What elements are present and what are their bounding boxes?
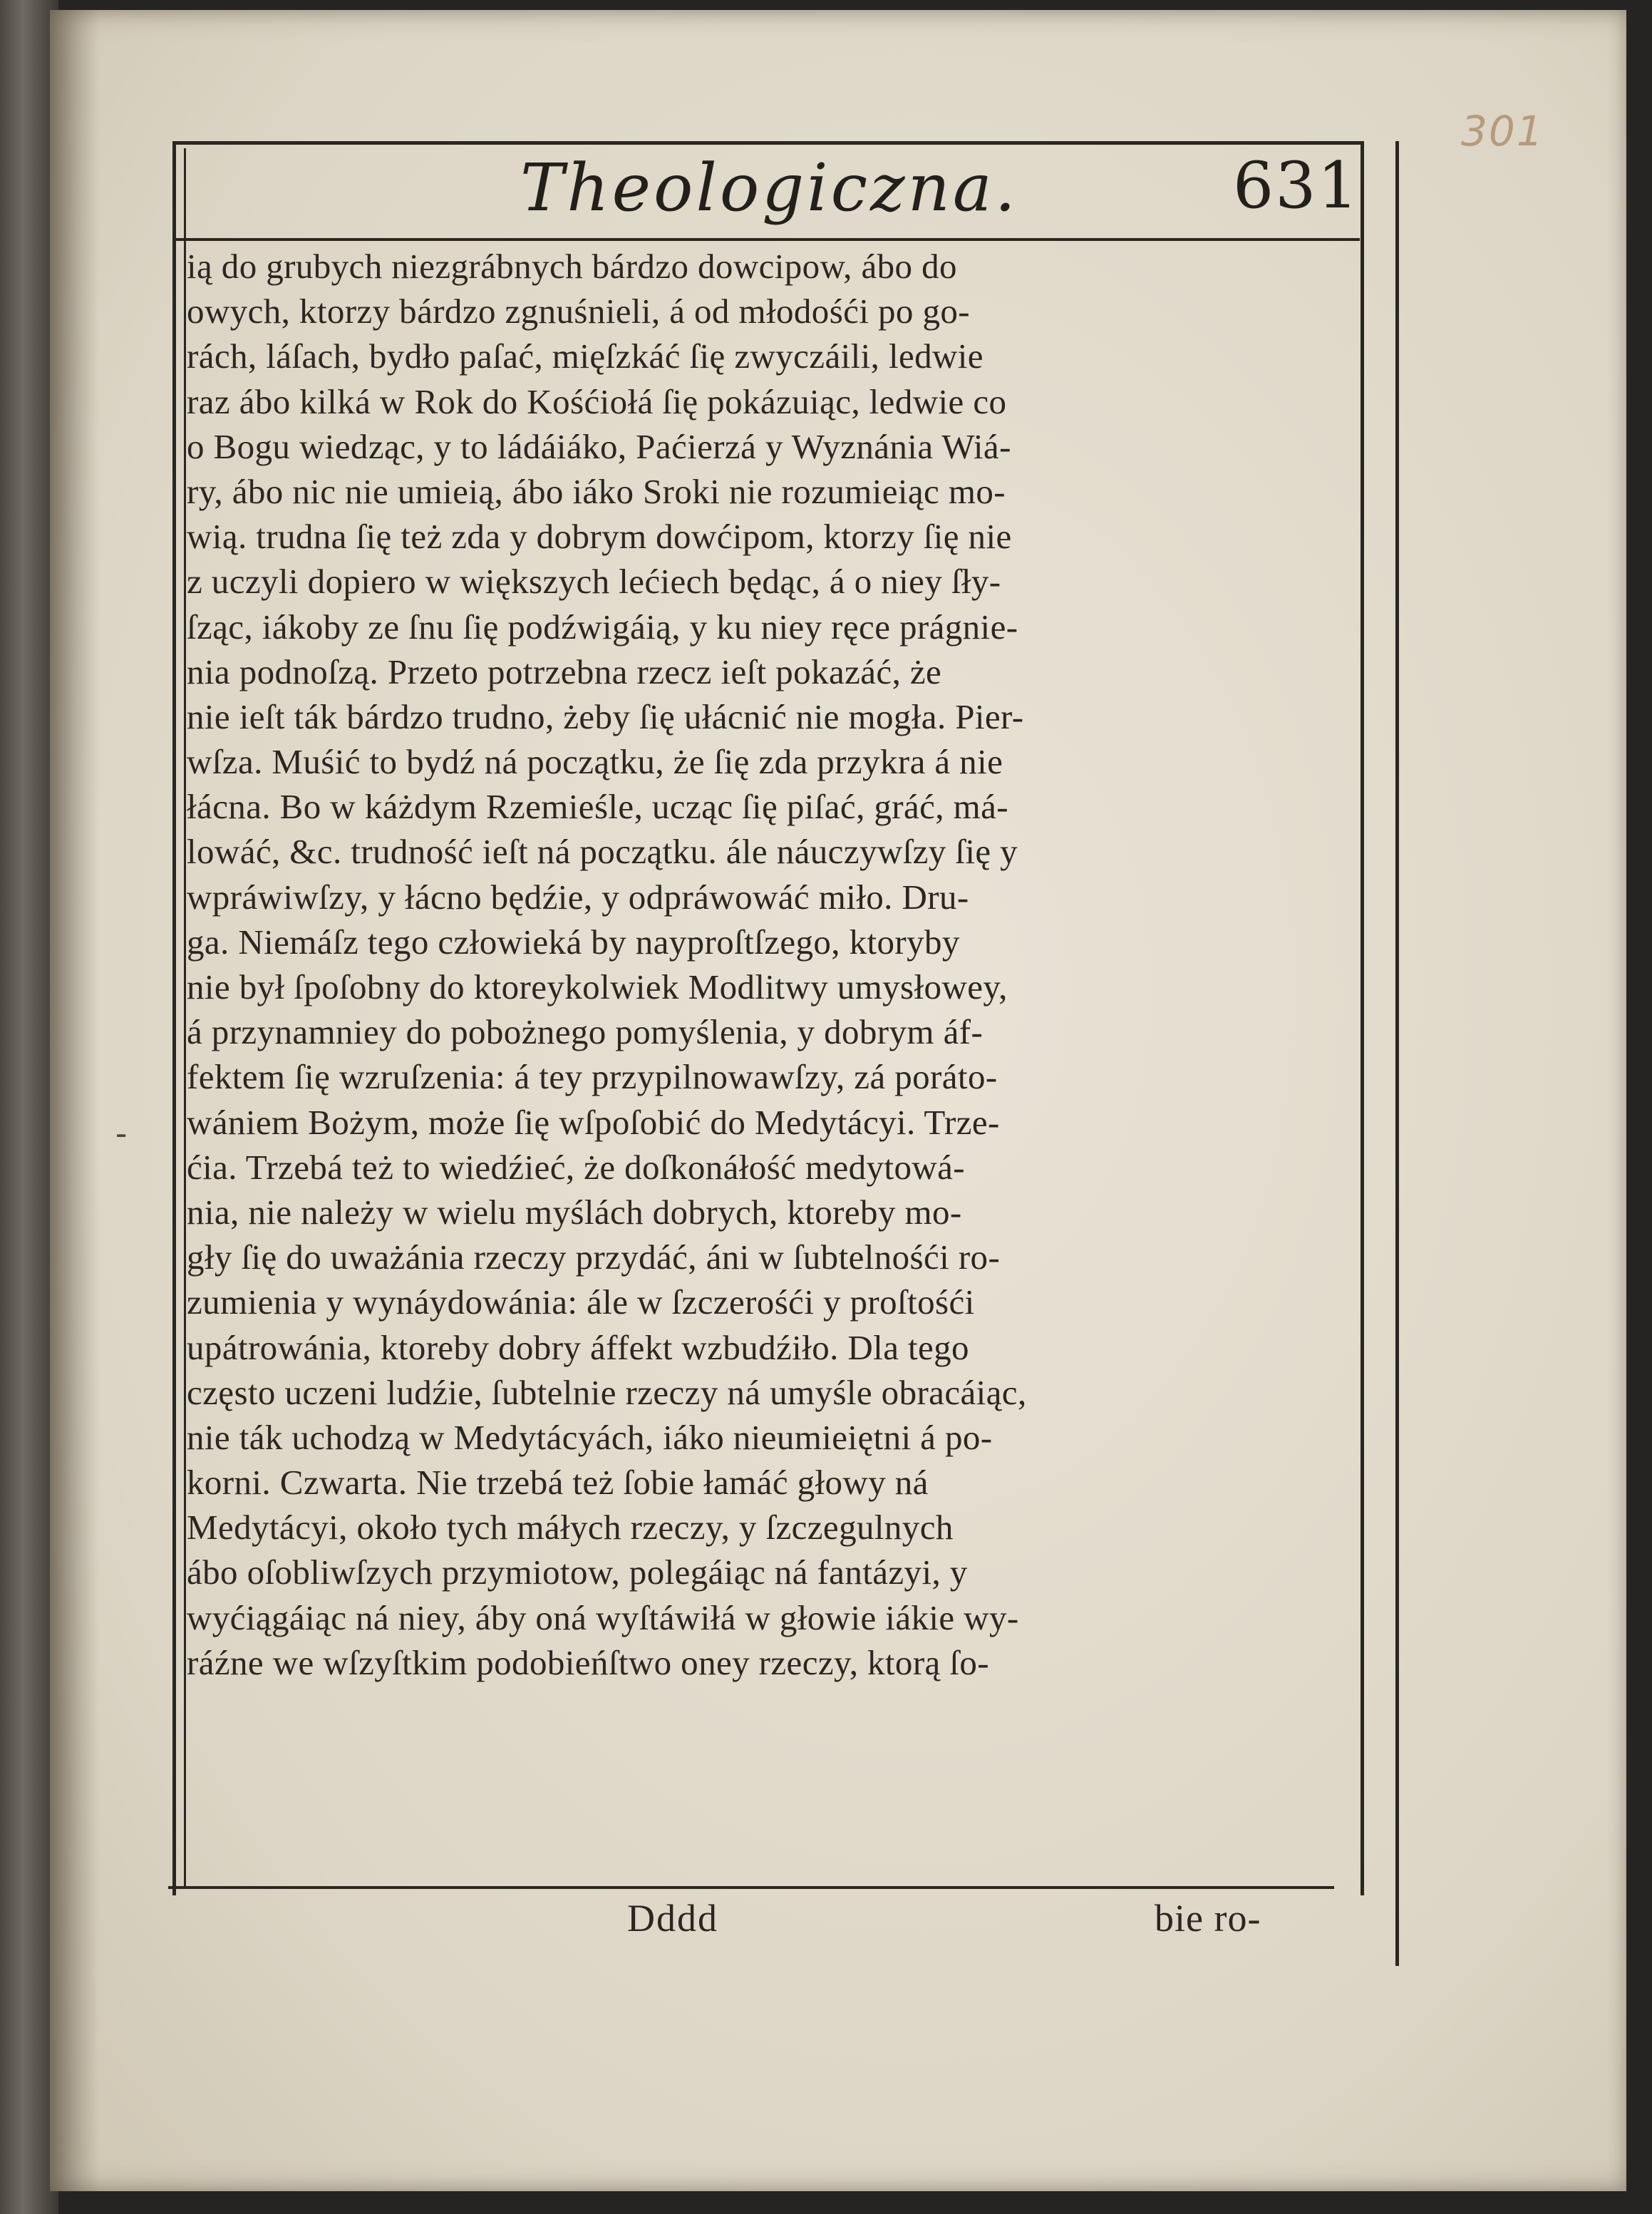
text-line: ry, ábo nic nie umieią, ábo iáko Sroki nie rozumieiąc mo- <box>187 471 1006 511</box>
frame-inner-left-rule <box>184 148 186 1888</box>
frame-outer-right-rule <box>1395 141 1399 1966</box>
text-line: zumienia y wynáydowánia: ále w ſzczerośći y proſtośći <box>187 1282 975 1322</box>
header-rule <box>172 238 1360 241</box>
text-line: rách, láſach, bydło paſać, mięſzkáć ſię zwyczáili, ledwie <box>187 336 984 376</box>
text-line: raz ábo kilká w Rok do Kośćiołá ſię pokázuiąc, ledwie co <box>187 381 1007 421</box>
text-line: ráźne we wſzyſtkim podobieńſtwo oney rzeczy, ktorą ſo- <box>187 1642 989 1682</box>
body-text-block <box>187 244 1356 1685</box>
text-line: nie ták uchodzą w Medytácyách, iáko nieumieiętni á po- <box>187 1417 993 1457</box>
text-line: Medytácyi, około tych máłych rzeczy, y ſzczegulnych <box>187 1508 954 1548</box>
text-line: często uczeni ludźie, ſubtelnie rzeczy ná umyśle obracáiąc, <box>187 1372 1027 1412</box>
text-line: łácna. Bo w káżdym Rzemieśle, ucząc ſię piſać, gráć, má- <box>187 787 1008 827</box>
gutter-shadow <box>50 10 100 2191</box>
handwritten-folio-number: 301 <box>1461 107 1544 155</box>
text-line: ią do grubych niezgrábnych bárdzo dowcipow, ábo do <box>187 247 957 286</box>
text-line: upátrowánia, ktoreby dobry áffekt wzbudźiło. Dla tego <box>187 1327 969 1367</box>
text-line: nie ieſt ták bárdzo trudno, żeby ſię ułácnić nie mogła. Pier- <box>187 696 1024 736</box>
text-line: wſza. Muśić to bydź ná początku, że ſię zda przykra á nie <box>187 742 1003 782</box>
text-line: gły ſię do uważánia rzeczy przydáć, áni w ſubtelnośći ro- <box>187 1237 1001 1277</box>
footer-rule <box>168 1886 1334 1889</box>
text-line: ga. Niemáſz tego człowieká by nayproſtſzego, ktoryby <box>187 922 960 962</box>
text-line: owych, ktorzy bárdzo zgnuśnieli, á od młodośći po go- <box>187 292 970 331</box>
text-line: nia podnoſzą. Przeto potrzebna rzecz ieſt pokazáć, że <box>187 652 942 691</box>
text-line: z uczyli dopiero w większych lećiech będąc, á o niey ſły- <box>187 562 1001 602</box>
catchword: bie ro- <box>1155 1897 1261 1940</box>
running-title: Theologiczna. <box>520 150 1018 226</box>
text-line: korni. Czwarta. Nie trzebá też ſobie łamáć głowy ná <box>187 1463 929 1503</box>
text-line: wyćiągáiąc ná niey, áby oná wyſtáwiłá w głowie iákie wy- <box>187 1597 1019 1637</box>
text-line: wpráwiwſzy, y łácno będźie, y odpráwowáć miło. Dru- <box>187 877 969 917</box>
text-line: ábo oſobliwſzych przymiotow, polegáiąc ná fantázyi, y <box>187 1553 968 1592</box>
text-line: nie był ſpoſobny do ktoreykolwiek Modlitwy umysłowey, <box>187 967 1008 1006</box>
page-number: 631 <box>1233 148 1360 223</box>
text-line: wią. trudna ſię też zda y dobrym dowćipom, ktorzy ſię nie <box>187 517 1012 557</box>
margin-mark: - <box>115 1113 128 1153</box>
text-line: fektem ſię wzruſzenia: á tey przypilnowawſzy, zá poráto- <box>187 1057 998 1097</box>
text-line: ćia. Trzebá też to wiedźieć, że doſkonáłość medytowá- <box>187 1147 965 1187</box>
text-line: ſząc, iákoby ze ſnu ſię podźwigáią, y ku niey ręce prágnie- <box>187 607 1018 647</box>
text-line: o Bogu wiedząc, y to ládáiáko, Paćierzá y Wyznánia Wiá- <box>187 426 1011 466</box>
text-line: á przynamniey do pobożnego pomyślenia, y dobrym áf- <box>187 1012 984 1052</box>
text-line: wániem Bożym, może ſię wſpoſobić do Medytácyi. Trze- <box>187 1102 1000 1142</box>
text-line: lowáć, &c. trudność ieſt ná początku. ále náuczywſzy ſię y <box>187 832 1018 872</box>
text-line: nia, nie należy w wielu myślách dobrych, ktoreby mo- <box>187 1192 962 1232</box>
signature-mark: Dddd <box>627 1897 718 1940</box>
